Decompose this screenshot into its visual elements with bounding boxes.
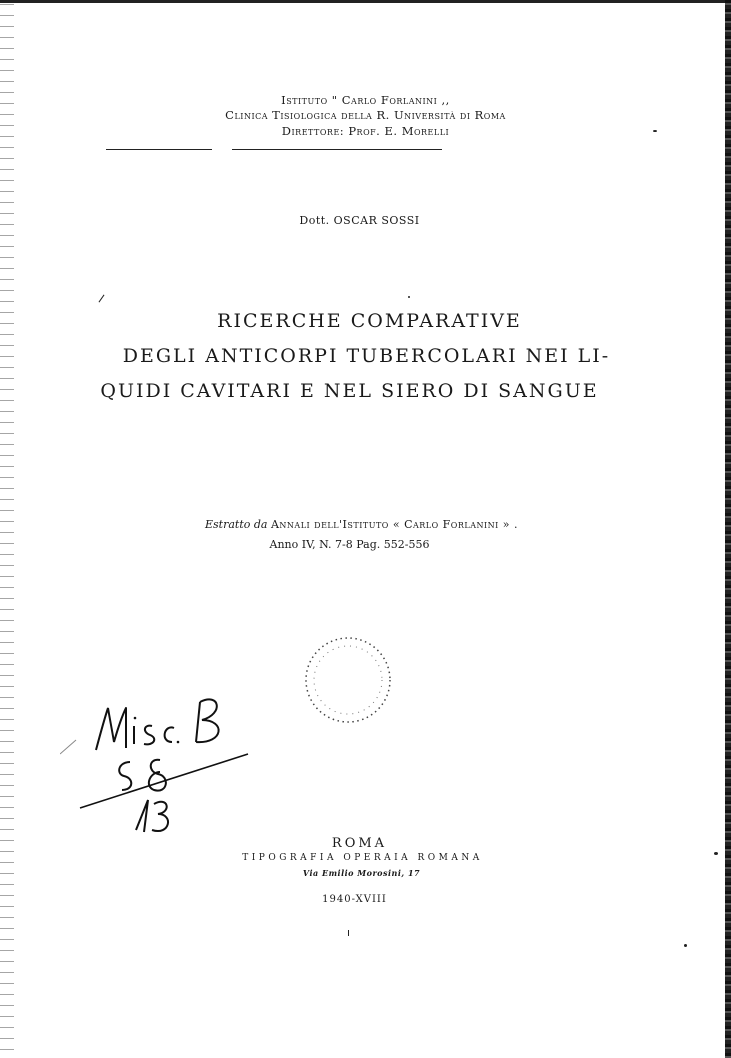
extract-issue: Anno IV, N. 7-8 Pag. 552-556 — [269, 538, 430, 551]
imprint-printer: TIPOGRAFIA OPERAIA ROMANA — [242, 853, 483, 863]
title-line-2: DEGLI ANTICORPI TUBERCOLARI NEI LI- — [122, 345, 611, 367]
scan-speck — [684, 944, 687, 947]
author-name: Dott. OSCAR SOSSI — [299, 214, 420, 227]
title-line-1: RICERCHE COMPARATIVE — [217, 310, 522, 332]
extract-source: Annali dell'Istituto « Carlo Forlanini » . — [270, 518, 519, 531]
imprint-place: ROMA — [331, 836, 388, 851]
handwritten-shelf-mark — [60, 680, 270, 840]
extract-citation — [0, 515, 727, 534]
director-line: Direttore: Prof. E. Morelli — [281, 124, 450, 138]
scan-speck — [99, 295, 105, 303]
institute-name: Istituto " Carlo Forlanini ,, — [281, 93, 450, 107]
scan-speck — [714, 852, 718, 855]
scan-speck — [348, 930, 349, 936]
clinic-name: Clinica Tisiologica della R. Università di Roma — [225, 108, 506, 122]
scan-speck — [653, 130, 657, 132]
imprint-year: 1940-XVIII — [322, 894, 387, 905]
scan-speck — [408, 296, 410, 298]
header-rule-left — [106, 149, 212, 150]
header-rule-right — [232, 149, 442, 150]
imprint-address: Via Emilio Morosini, 17 — [302, 868, 421, 878]
title-line-3: QUIDI CAVITARI E NEL SIERO DI SANGUE — [100, 380, 599, 402]
scan-edge-top — [0, 0, 731, 3]
library-stamp — [300, 632, 396, 728]
extract-prefix: Estratto da — [204, 518, 268, 531]
